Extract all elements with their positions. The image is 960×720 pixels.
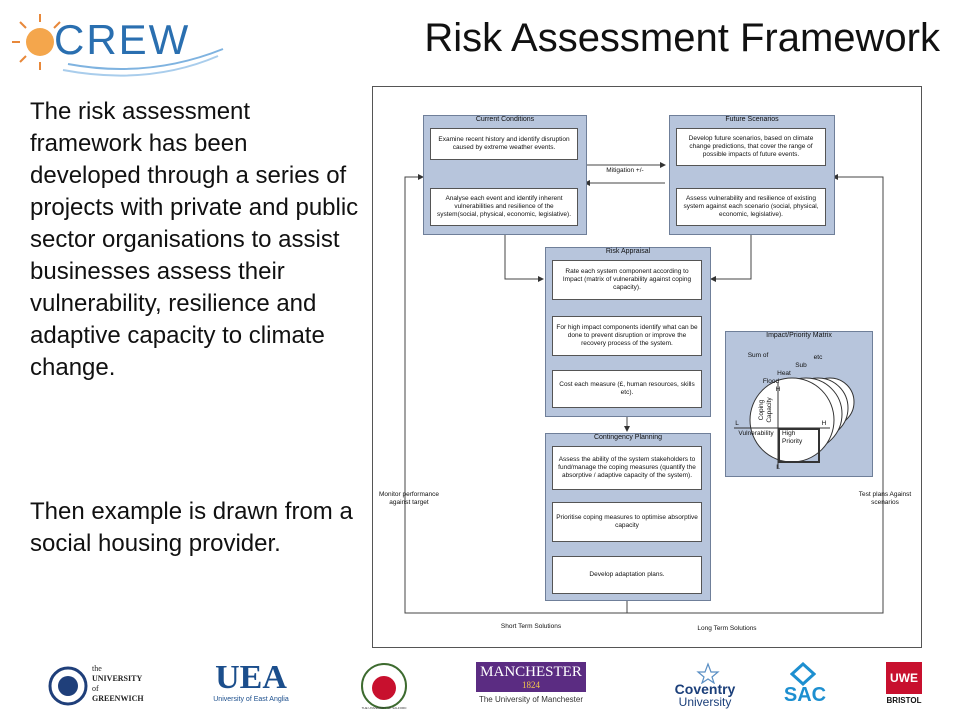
manchester-subtitle: The University of Manchester (478, 695, 584, 704)
matrix-sum-of: Sum of (747, 352, 769, 359)
current-conditions-title: Current Conditions (475, 116, 535, 123)
matrix-coping-capacity: Coping Capacity (758, 397, 773, 423)
greenwich-name: GREENWICH (92, 694, 144, 703)
future-scenarios-title: Future Scenarios (725, 116, 779, 123)
uea-mark: UEA (215, 659, 287, 696)
matrix-layer-sub: Sub (795, 362, 807, 369)
monitor-label: Monitor performance against target (379, 491, 439, 506)
uea-name: University of East Anglia (213, 696, 289, 703)
intro-paragraph: The risk assessment framework has been developed through a series of projects with private and public sector organisations to assist businesses assess their vulnerability, resilience and adaptive capacity to climate change. (30, 98, 359, 381)
coventry-name: Coventry (674, 681, 736, 697)
uwe-logo (886, 662, 922, 705)
contingency-planning-title: Contingency Planning (593, 434, 663, 441)
uwe-mark: UWE (886, 662, 922, 694)
salford-crest-icon (358, 662, 410, 710)
uwe-bristol: BRISTOL (886, 696, 922, 705)
short-term-label: Short Term Solutions (500, 623, 562, 630)
greenwich-the: the (92, 664, 102, 673)
risk-appraisal-title: Risk Appraisal (605, 248, 651, 255)
coventry-university: University (678, 695, 732, 709)
current-conditions-item: Analyse each event and identify inherent vulnerabilities and resilience of the system(social, physical, economic, legislative). (430, 188, 578, 226)
greenwich-university: UNIVERSITY (92, 674, 143, 683)
framework-diagram (372, 86, 922, 648)
risk-appraisal-item: Cost each measure (£, human resources, skills etc). (552, 370, 702, 408)
matrix-layer-etc: etc (813, 354, 823, 361)
crew-logo (8, 4, 228, 82)
manchester-logo (476, 662, 586, 704)
test-plans-label: Test plans Against scenarios (858, 491, 912, 506)
matrix-high-priority: High Priority (782, 430, 803, 445)
sun-icon (12, 14, 60, 70)
impact-priority-matrix-box (725, 331, 873, 477)
matrix-layer-flood: Flood (762, 378, 780, 385)
risk-appraisal-item: For high impact components identify what can be done to prevent disruption or improve the recovery process of the system. (552, 316, 702, 356)
contingency-planning-item: Prioritise coping measures to optimise absorptive capacity (552, 502, 702, 542)
greenwich-logo (92, 664, 152, 704)
logo-text: CREW (54, 16, 191, 63)
salford-logo-text: THE UNIVERSITY OF SALFORD (361, 706, 407, 710)
sac-logo: SAC (783, 684, 827, 706)
page-title: Risk Assessment Framework (424, 16, 940, 60)
contingency-planning-item: Develop adaptation plans. (552, 556, 702, 594)
future-scenarios-box (669, 115, 835, 235)
matrix-h-top: H (775, 386, 781, 393)
coventry-logo (650, 682, 760, 709)
manchester-year: 1824 (522, 680, 540, 690)
long-term-label: Long Term Solutions (697, 625, 757, 632)
matrix-vulnerability: Vulnerability (738, 430, 774, 437)
matrix-h-right: H (821, 420, 827, 427)
current-conditions-item: Examine recent history and identify disruption caused by extreme weather events. (430, 128, 578, 160)
contingency-planning-box (545, 433, 711, 601)
greenwich-of: of (92, 684, 99, 693)
matrix-l-left: L (735, 420, 739, 427)
example-paragraph: Then example is drawn from a social housing provider. (30, 498, 353, 557)
sac-emblem-icon (790, 662, 816, 686)
matrix-l-bottom: L (776, 464, 780, 471)
greenwich-crest-icon (48, 662, 88, 710)
future-scenarios-item: Assess vulnerability and resilience of existing system against each scenario (social, physical, economic, legislative). (676, 188, 826, 226)
risk-appraisal-box (545, 247, 711, 417)
current-conditions-box (423, 115, 587, 235)
risk-appraisal-item: Rate each system component according to Impact (matrix of vulnerability against coping capacity). (552, 260, 702, 300)
uea-logo (206, 660, 296, 703)
matrix-title: Impact/Priority Matrix (766, 332, 832, 339)
matrix-layer-heat: Heat (777, 370, 791, 377)
future-scenarios-item: Develop future scenarios, based on climate change predictions, that cover the range of possible impacts of future events. (676, 128, 826, 166)
contingency-planning-item: Assess the ability of the system stakeholders to fund/manage the coping measures (quantify the absorptive / adaptive capacity of the system). (552, 446, 702, 490)
manchester-name: MANCHESTER (480, 664, 582, 680)
mitigation-label: Mitigation +/- (606, 167, 644, 174)
